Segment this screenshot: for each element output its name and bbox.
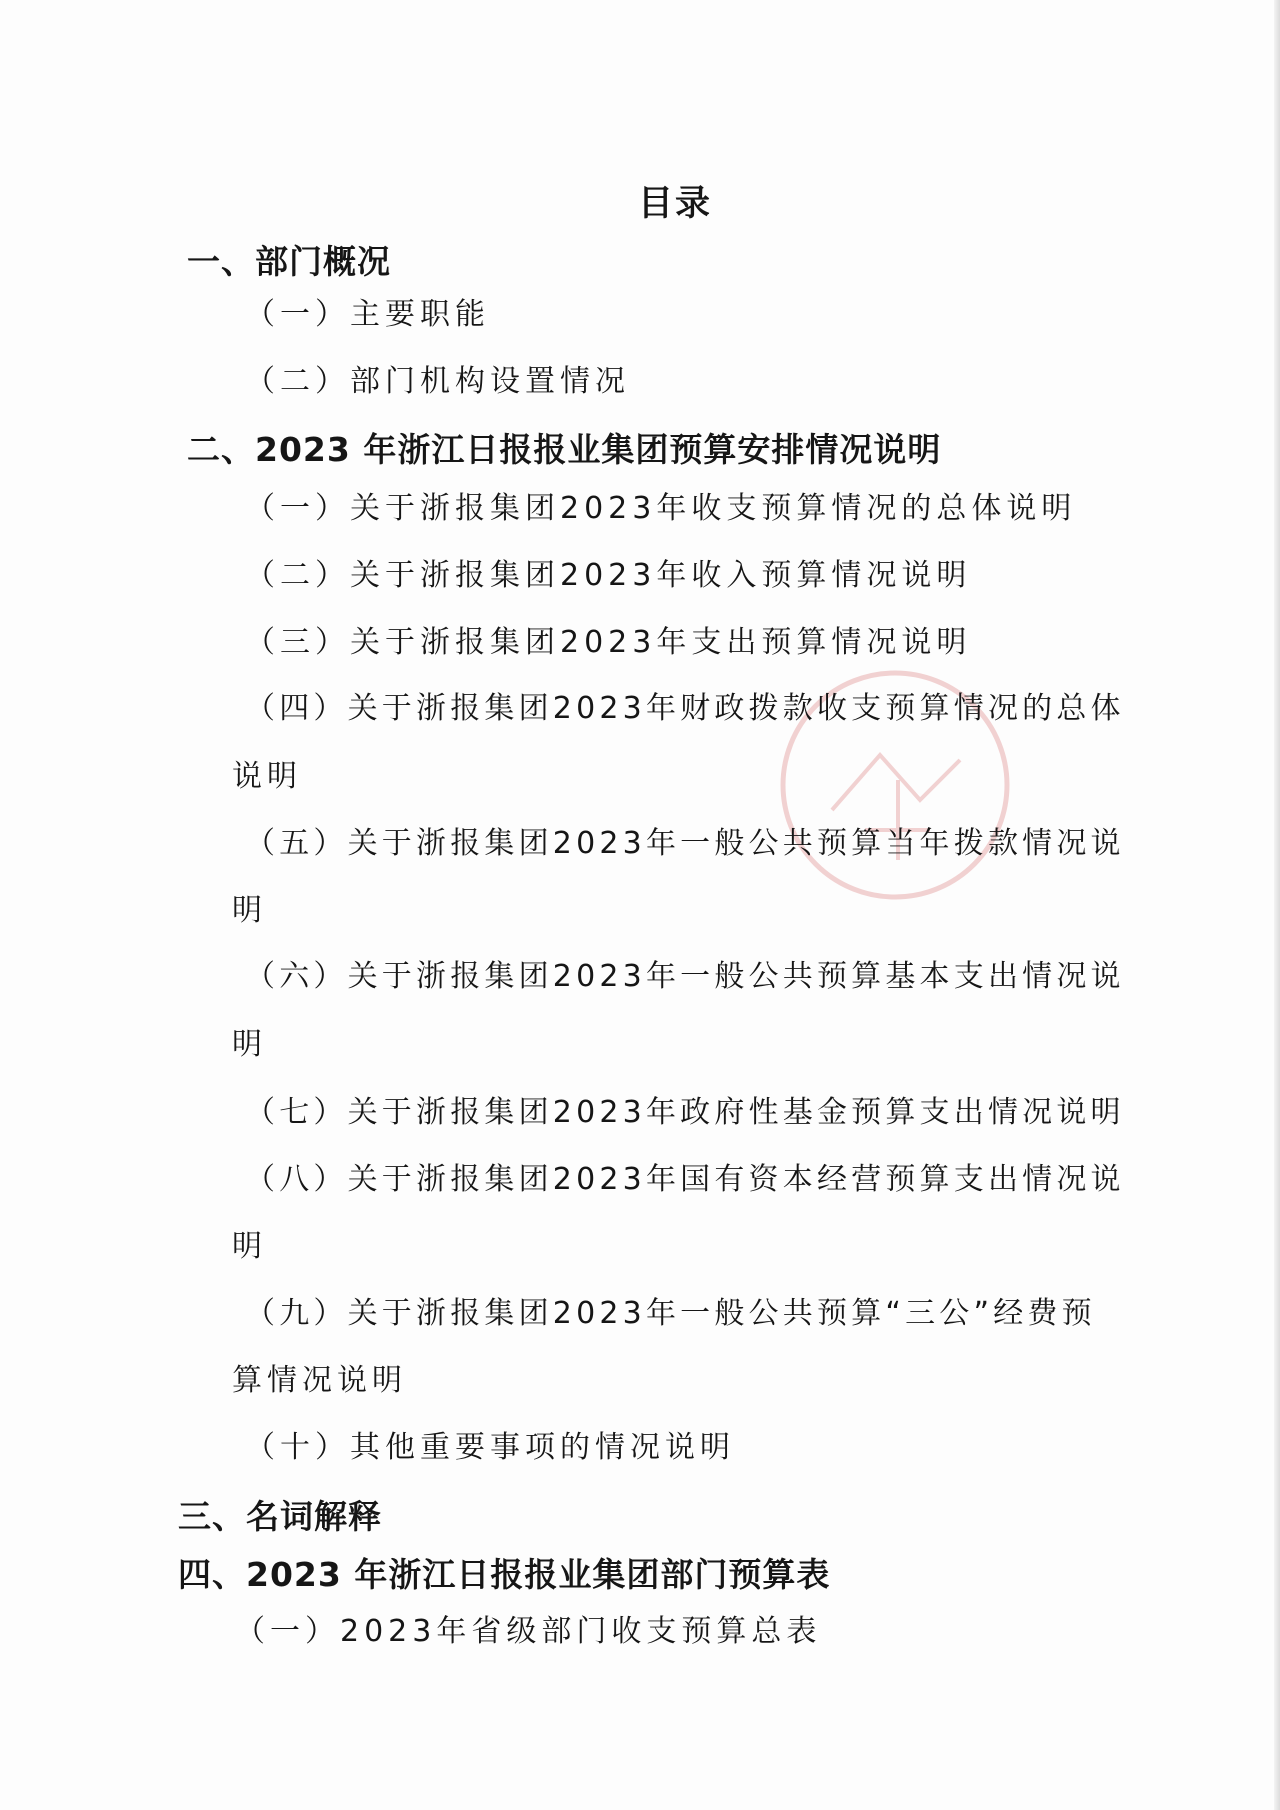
toc-item-2-9: （九）关于浙报集团2023年一般公共预算“三公”经费预 bbox=[245, 1296, 1096, 1331]
toc-item-2-1: （一）关于浙报集团2023年收支预算情况的总体说明 bbox=[245, 491, 1077, 526]
toc-section-1: 一、部门概况 bbox=[187, 242, 391, 281]
toc-item-2-6: （六）关于浙报集团2023年一般公共预算基本支出情况说 bbox=[245, 959, 1125, 994]
toc-item-2-3: （三）关于浙报集团2023年支出预算情况说明 bbox=[245, 625, 972, 660]
toc-item-2-9-cont: 算情况说明 bbox=[232, 1363, 407, 1398]
toc-item-2-5: （五）关于浙报集团2023年一般公共预算当年拨款情况说 bbox=[245, 826, 1125, 861]
toc-item-1-1: （一）主要职能 bbox=[245, 297, 490, 332]
toc-item-2-4-cont: 说明 bbox=[232, 759, 302, 794]
toc-item-4-1: （一）2023年省级部门收支预算总表 bbox=[235, 1614, 822, 1649]
toc-item-2-7: （七）关于浙报集团2023年政府性基金预算支出情况说明 bbox=[245, 1095, 1125, 1130]
toc-item-2-6-cont: 明 bbox=[232, 1027, 267, 1062]
toc-title: 目录 bbox=[637, 184, 712, 224]
toc-item-2-8: （八）关于浙报集团2023年国有资本经营预算支出情况说 bbox=[245, 1162, 1125, 1197]
toc-item-2-8-cont: 明 bbox=[232, 1229, 267, 1264]
page-edge bbox=[1274, 0, 1280, 1810]
toc-section-3: 三、名词解释 bbox=[178, 1497, 382, 1536]
toc-section-4: 四、2023 年浙江日报报业集团部门预算表 bbox=[178, 1555, 831, 1594]
toc-item-2-10: （十）其他重要事项的情况说明 bbox=[245, 1430, 735, 1465]
toc-section-2: 二、2023 年浙江日报报业集团预算安排情况说明 bbox=[187, 430, 942, 469]
toc-item-2-2: （二）关于浙报集团2023年收入预算情况说明 bbox=[245, 558, 972, 593]
toc-item-2-5-cont: 明 bbox=[232, 893, 267, 928]
toc-item-2-4: （四）关于浙报集团2023年财政拨款收支预算情况的总体 bbox=[245, 691, 1125, 726]
toc-item-1-2: （二）部门机构设置情况 bbox=[245, 364, 630, 399]
